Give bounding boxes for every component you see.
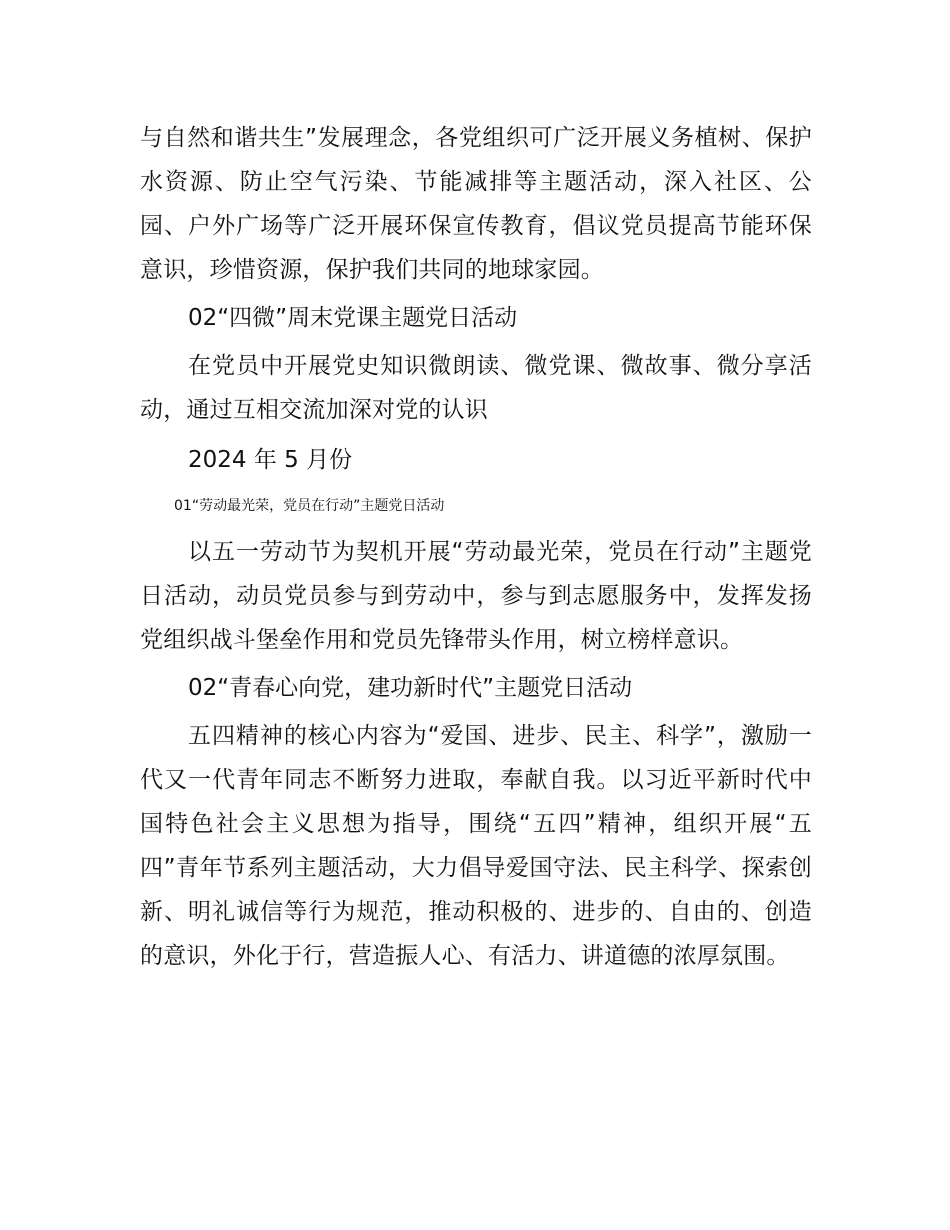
heading-four-micro: 02“四微”周末党课主题党日活动: [188, 305, 518, 331]
paragraph-eco-continued: 与自然和谐共生”发展理念，各党组织可广泛开展义务植树、保护水资源、防止空气污染、节能减排等主题活动，深入社区、公园、户外广场等广泛开展环保宣传教育，倡议党员提高节能环保意识，珍惜资源，保护我们共同的地球家园。: [140, 125, 812, 283]
heading-month: 2024 年 5 月份: [188, 447, 353, 473]
heading-labor-small: 01“劳动最光荣，党员在行动”主题党日活动: [174, 498, 445, 514]
paragraph-four-micro: 在党员中开展党史知识微朗读、微党课、微故事、微分享活动，通过互相交流加深对党的认识: [140, 353, 812, 423]
paragraph-labor: 以五一劳动节为契机开展“劳动最光荣，党员在行动”主题党日活动，动员党员参与到劳动中，参与到志愿服务中，发挥发扬党组织战斗堡垒作用和党员先锋带头作用，树立榜样意识。: [140, 539, 812, 653]
heading-youth: 02“青春心向党，建功新时代”主题党日活动: [188, 675, 633, 701]
document-body: [140, 116, 812, 978]
paragraph-youth: 五四精神的核心内容为“爱国、进步、民主、科学”，激励一代又一代青年同志不断努力进取，奉献自我。以习近平新时代中国特色社会主义思想为指导，围绕“五四”精神，组织开展“五四”青年节系列主题活动，大力倡导爱国守法、民主科学、探索创新、明礼诚信等行为规范，推动积极的、进步的、自由的、创造的意识，外化于行，营造振人心、有活力、讲道德的浓厚氛围。: [140, 723, 812, 969]
